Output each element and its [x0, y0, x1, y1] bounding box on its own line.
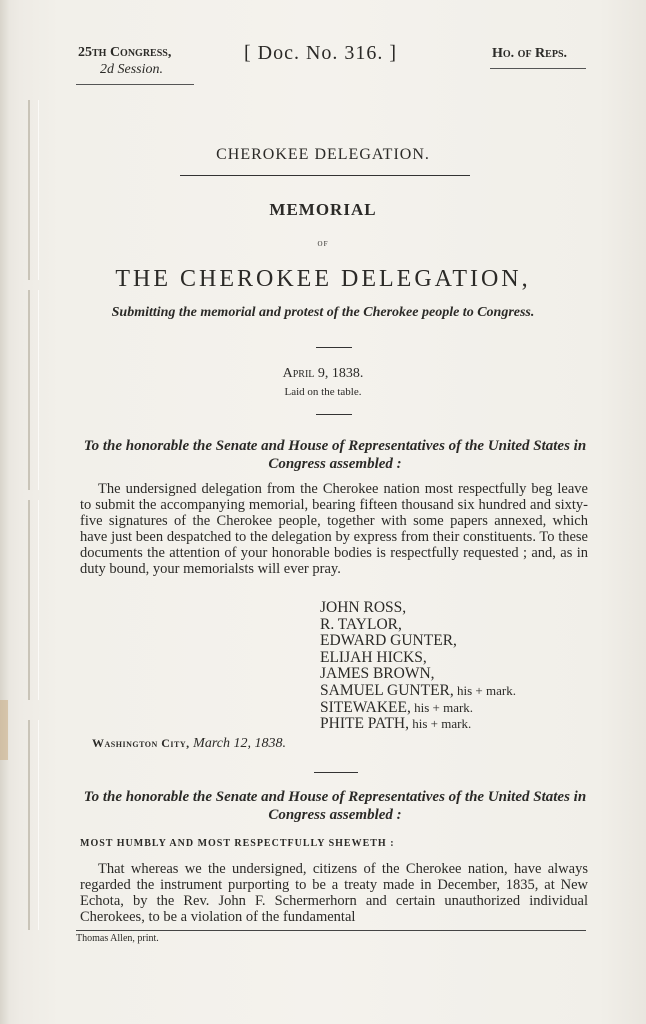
paragraph-first-text: The undersigned delegation from the Cherokee nation most respectfully beg leave to submit the accompanying memorial, bearing fifteen thousand six hundred and sixty-five signatures of the Cherokee people, together with some papers annexed, which have just been despatched to the delegation by express from their constituents. To these documents the attention of your honorable bodies is respectfully requested ; and, as in duty bound, your memorialsts will ever pray. [80, 481, 588, 577]
memorial-heading: MEMORIAL [269, 200, 377, 219]
binding-thread [28, 500, 39, 700]
printer-credit: Thomas Allen, print. [76, 933, 159, 944]
greeting-line: MOST HUMBLY AND MOST RESPECTFULLY SHEWETH : [80, 838, 395, 849]
date-line: April 9, 1838. [282, 366, 364, 381]
signer [320, 633, 516, 650]
subject-heading: CHEROKEE DELEGATION. [216, 146, 430, 163]
divider-rule [316, 347, 352, 348]
main-title: THE CHEROKEE DELEGATION, [115, 266, 531, 292]
signatories-list [320, 600, 516, 733]
signer-name: ELIJAH HICKS, [320, 648, 427, 666]
header-congress-block [78, 44, 171, 78]
signer [320, 716, 516, 733]
paragraph-second [80, 861, 588, 925]
signer [320, 650, 516, 667]
divider-rule [314, 772, 358, 773]
signer [320, 683, 516, 700]
address-second: To the honorable the Senate and House of Representatives of the United States in Congress assembled : [83, 789, 587, 823]
place-name: Washington City, [92, 736, 190, 750]
submitting-line: Submitting the memorial and protest of the Cherokee people to Congress. [111, 305, 535, 320]
signer-name: JOHN ROSS, [320, 599, 407, 616]
signer-mark: his + mark. [410, 699, 474, 715]
address-first: To the honorable the Senate and House of Representatives of the United States in Congress assembled : [83, 438, 587, 472]
divider-rule [316, 414, 352, 415]
place-date-line [92, 736, 286, 752]
signing-date: March 12, 1838. [189, 736, 286, 751]
binding-thread [28, 720, 39, 930]
header-rule-left [76, 84, 194, 85]
header-rule-right [490, 68, 586, 69]
header-house: Ho. of Reps. [492, 46, 568, 61]
of-word: OF [317, 240, 329, 248]
paragraph-second-text: That whereas we the undersigned, citizens of the Cherokee nation, have always regarded the instrument purporting to be a treaty made in December, 1835, at New Echota, by the Rev. John F. Schermerhorn and certain unauthorized individual Cherokees, to be a violation of the fundamental [80, 861, 588, 925]
header-session: 2d Session. [100, 62, 163, 77]
signer-name: JAMES BROWN, [320, 665, 435, 683]
header-doc-number: [ Doc. No. 316. ] [244, 42, 398, 64]
signer [320, 617, 516, 634]
signer-name: R. TAYLOR, [320, 615, 402, 633]
signer-name: SITEWAKEE, [320, 698, 411, 716]
paragraph-first [80, 481, 588, 577]
footer-rule [76, 930, 586, 931]
signer [320, 600, 516, 617]
binding-thread [28, 100, 39, 280]
signer-mark: his + mark. [409, 716, 472, 732]
laid-on-table: Laid on the table. [284, 386, 362, 398]
subject-rule [180, 175, 470, 176]
signer [320, 700, 516, 717]
signer [320, 666, 516, 683]
edge-stain [0, 700, 8, 760]
header-congress: 25th Congress, [78, 45, 172, 60]
signer-name: EDWARD GUNTER, [320, 632, 457, 650]
signer-name: PHITE PATH, [320, 715, 409, 733]
signer-mark: his + mark. [453, 682, 516, 698]
signer-name: SAMUEL GUNTER, [320, 681, 454, 699]
